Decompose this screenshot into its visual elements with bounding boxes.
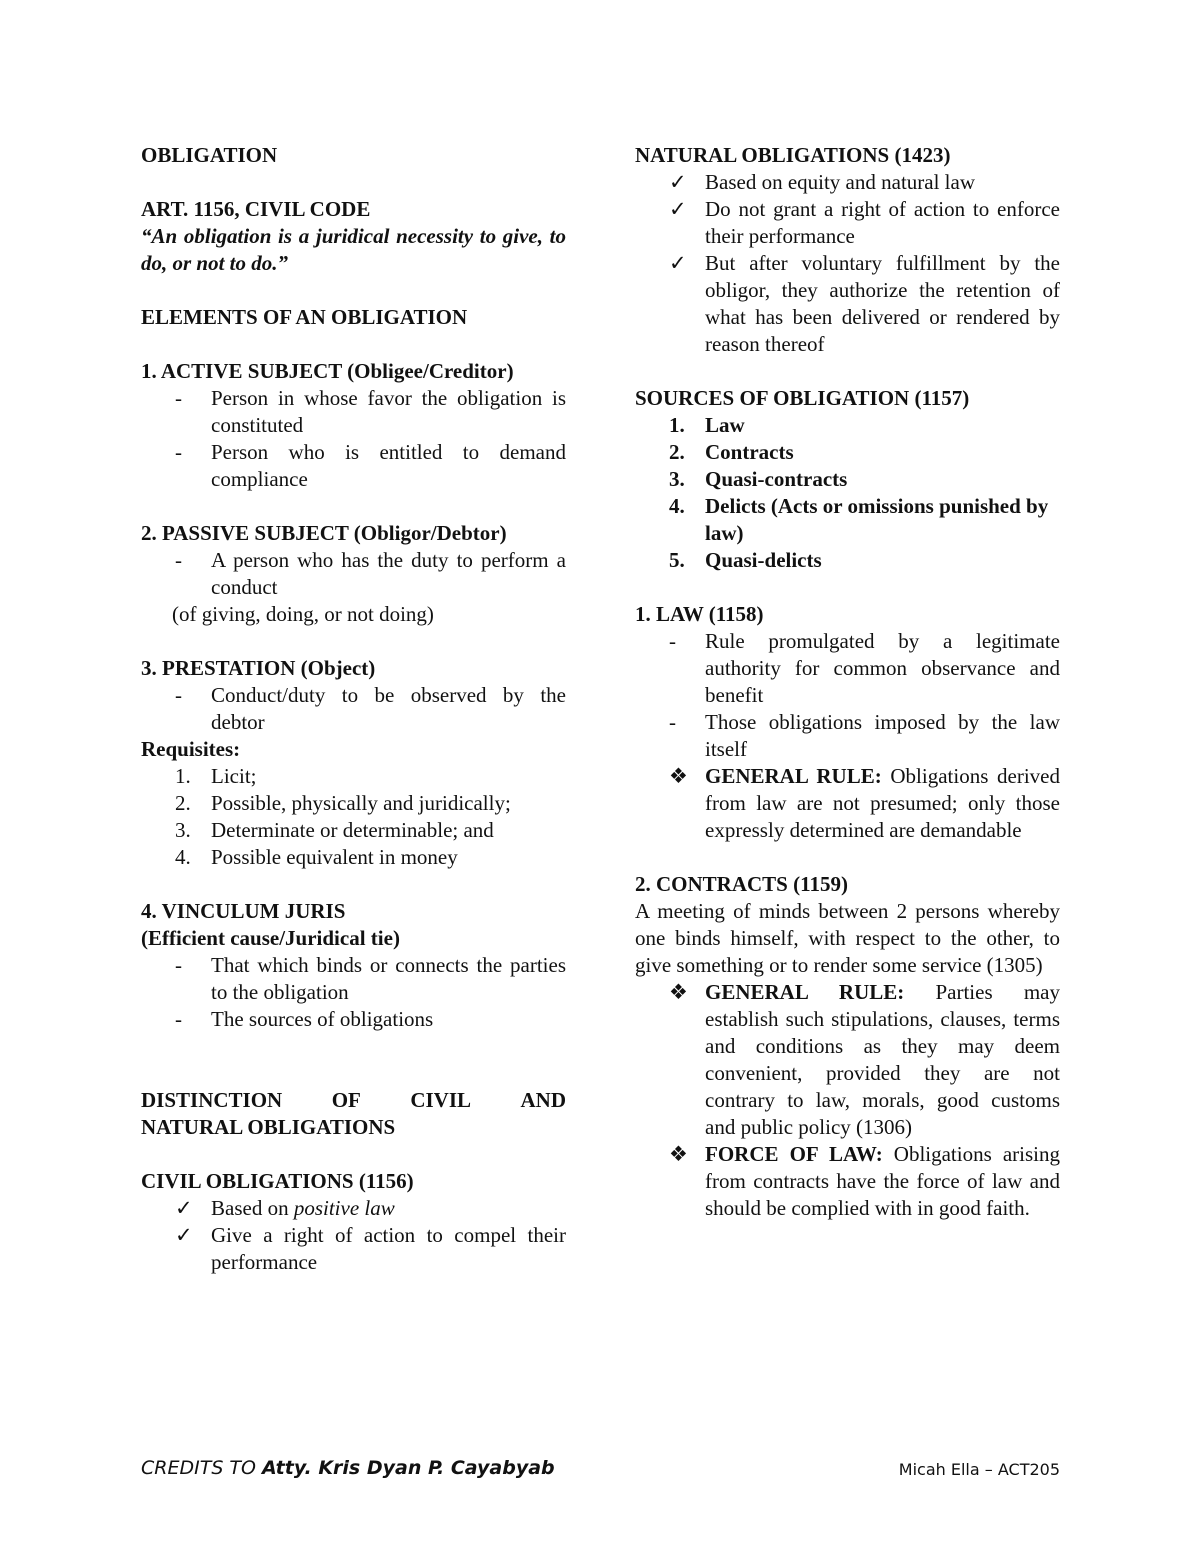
article-heading: ART. 1156, CIVIL CODE bbox=[141, 197, 371, 221]
requisite-item: 3. Determinate or determinable; and bbox=[175, 818, 494, 842]
document-title: OBLIGATION bbox=[141, 143, 278, 167]
prestation-heading: 3. PRESTATION (Object) bbox=[141, 656, 376, 680]
list-item: ✓ Based on positive law bbox=[175, 1196, 395, 1220]
left-column bbox=[141, 142, 566, 1276]
requisites-label: Requisites: bbox=[141, 737, 241, 761]
right-column bbox=[635, 142, 1060, 1222]
check-icon: ✓ bbox=[669, 197, 687, 221]
force-of-law-item: ❖ FORCE OF LAW: Obligations arising from contracts have the force of law and should be complied with in good faith. bbox=[669, 1142, 1060, 1220]
requisite-item: 4. Possible equivalent in money bbox=[175, 845, 458, 869]
list-item: ✓ Give a right of action to compel their performance bbox=[175, 1223, 566, 1274]
source-item: 4. Delicts (Acts or omissions punished by law) bbox=[669, 494, 1049, 545]
law-heading: 1. LAW (1158) bbox=[635, 602, 764, 626]
list-item: - Person who is entitled to demand compliance bbox=[175, 440, 566, 491]
general-rule-item: ❖ GENERAL RULE: Obligations derived from law are not presumed; only those expressly determined are demandable bbox=[669, 764, 1061, 842]
diamond-bullet-icon: ❖ bbox=[669, 764, 688, 788]
list-item: - A person who has the duty to perform a conduct bbox=[175, 548, 566, 599]
source-item: 1. Law bbox=[669, 413, 745, 437]
page-footer bbox=[141, 1457, 1060, 1487]
requisite-item: 2. Possible, physically and juridically; bbox=[175, 791, 511, 815]
passive-note: (of giving, doing, or not doing) bbox=[172, 602, 434, 626]
author-label: Micah Ella – ACT205 bbox=[898, 1460, 1060, 1479]
source-item: 2. Contracts bbox=[669, 440, 794, 464]
natural-obligations-heading: NATURAL OBLIGATIONS (1423) bbox=[635, 143, 951, 167]
vinculum-heading: 4. VINCULUM JURIS bbox=[141, 899, 346, 923]
distinction-heading: DISTINCTION OF CIVIL AND bbox=[141, 1088, 566, 1112]
sources-heading: SOURCES OF OBLIGATION (1157) bbox=[635, 386, 970, 410]
article-quote: “An obligation is a juridical necessity to give, to do, or not to do.” bbox=[141, 224, 566, 275]
contracts-definition: A meeting of minds between 2 persons whereby one binds himself, with respect to the other, to give something or to render some service (1305) bbox=[635, 899, 1060, 977]
list-item: - Those obligations imposed by the law itself bbox=[669, 710, 1060, 761]
contracts-heading: 2. CONTRACTS (1159) bbox=[635, 872, 848, 896]
check-icon: ✓ bbox=[175, 1223, 193, 1247]
diamond-bullet-icon: ❖ bbox=[669, 980, 688, 1004]
list-item: ✓ Do not grant a right of action to enforce their performance bbox=[669, 197, 1060, 248]
passive-subject-heading: 2. PASSIVE SUBJECT (Obligor/Debtor) bbox=[141, 521, 507, 545]
civil-obligations-heading: CIVIL OBLIGATIONS (1156) bbox=[141, 1169, 414, 1193]
list-item: - That which binds or connects the parties to the obligation bbox=[175, 953, 566, 1004]
distinction-heading-line2: NATURAL OBLIGATIONS bbox=[141, 1115, 396, 1139]
general-rule-item: ❖ GENERAL RULE: Parties may establish such stipulations, clauses, terms and conditions as they may deem convenient, provided they are not contrary to law, morals, good customs and public policy (1306) bbox=[669, 980, 1060, 1139]
requisite-item: 1. Licit; bbox=[175, 764, 257, 788]
check-icon: ✓ bbox=[175, 1196, 193, 1220]
active-subject-heading: 1. ACTIVE SUBJECT (Obligee/Creditor) bbox=[141, 359, 514, 383]
list-item: ✓ Based on equity and natural law bbox=[669, 170, 976, 194]
vinculum-subheading: (Efficient cause/Juridical tie) bbox=[141, 926, 400, 950]
source-item: 3. Quasi-contracts bbox=[669, 467, 848, 491]
elements-heading: ELEMENTS OF AN OBLIGATION bbox=[141, 305, 468, 329]
diamond-bullet-icon: ❖ bbox=[669, 1142, 688, 1166]
credits: CREDITS TO Atty. Kris Dyan P. Cayabyab bbox=[141, 1457, 555, 1479]
list-item: ✓ But after voluntary fulfillment by the obligor, they authorize the retention of what has been delivered or rendered by reason thereof bbox=[669, 251, 1060, 356]
check-icon: ✓ bbox=[669, 251, 687, 275]
list-item: - Rule promulgated by a legitimate authority for common observance and benefit bbox=[669, 629, 1060, 707]
source-item: 5. Quasi-delicts bbox=[669, 548, 822, 572]
list-item: - Conduct/duty to be observed by the debtor bbox=[175, 683, 566, 734]
check-icon: ✓ bbox=[669, 170, 687, 194]
list-item: - The sources of obligations bbox=[175, 1007, 434, 1031]
list-item: - Person in whose favor the obligation is constituted bbox=[175, 386, 566, 437]
